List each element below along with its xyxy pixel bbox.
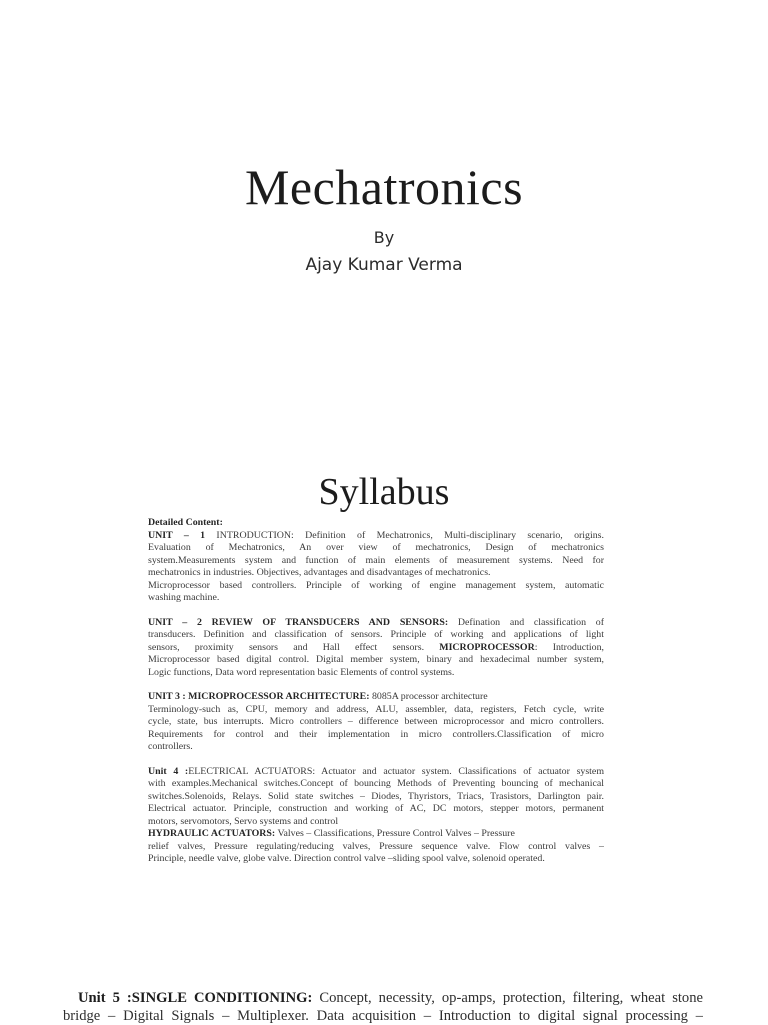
text-segment: system.Measurements system and function of main elements of measurement systems. Need for: [148, 555, 604, 566]
bold-text-segment: UNIT 3 : MICROPROCESSOR ARCHITECTURE:: [148, 691, 369, 702]
text-segment: Electrical actuator. Principle, construction and working of AC, DC motors, stepper motors, permanent: [148, 803, 604, 814]
text-segment: washing machine.: [148, 592, 219, 603]
author-name: Ajay Kumar Verma: [0, 256, 768, 275]
syllabus-line: [148, 654, 604, 667]
text-segment: Requirements for control and their implementation in micro controllers.Classification of micro: [148, 729, 604, 740]
text-segment: 8085A processor architecture: [369, 691, 487, 702]
text-segment: INTRODUCTION: Definition of Mechatronics, Multi-disciplinary scenario, origins.: [205, 530, 604, 541]
syllabus-line: [148, 803, 604, 816]
syllabus-line: [148, 542, 604, 555]
text-segment: Terminology-such as, CPU, memory and address, ALU, assembler, data, registers, Fetch cycle, write: [148, 704, 604, 715]
text-segment: Microprocessor based digital control. Digital member system, binary and hexadecimal number system,: [148, 654, 604, 665]
syllabus-line: [148, 629, 604, 642]
excerpt-line: [63, 990, 703, 1008]
next-page-excerpt: [63, 990, 703, 1025]
text-segment: Concept, necessity, op-amps, protection, filtering, wheat stone: [312, 990, 703, 1006]
text-segment: controllers.: [148, 741, 193, 752]
bold-text-segment: UNIT – 2 REVIEW OF TRANSDUCERS AND SENSORS:: [148, 617, 448, 628]
syllabus-line: [148, 729, 604, 742]
text-segment: relief valves, Pressure regulating/reducing valves, Pressure sequence valve. Flow control valves –: [148, 841, 604, 852]
text-segment: Evaluation of Mechatronics, An over view of mechatronics, Design of mechatronics: [148, 542, 604, 553]
syllabus-content: [148, 517, 604, 866]
syllabus-line: [148, 592, 604, 605]
syllabus-line: [148, 791, 604, 804]
excerpt-line: [63, 1008, 703, 1025]
bold-text-segment: Detailed Content:: [148, 517, 223, 528]
syllabus-paragraph: [148, 691, 604, 754]
syllabus-line: [148, 617, 604, 630]
syllabus-paragraph: [148, 517, 604, 605]
text-segment: Valves – Classifications, Pressure Control Valves – Pressure: [275, 828, 515, 839]
syllabus-line: [148, 741, 604, 754]
syllabus-line: [148, 704, 604, 717]
text-segment: Defination and classification of: [448, 617, 604, 628]
text-segment: : Introduction,: [535, 642, 604, 653]
syllabus-line: [148, 580, 604, 593]
byline: By: [0, 229, 768, 247]
text-segment: Logic functions, Data word representation basic Elements of control systems.: [148, 667, 454, 678]
syllabus-paragraph: [148, 766, 604, 866]
text-segment: cycle, state, bus interrupts. Micro controllers – difference between microprocessor and micro controllers.: [148, 716, 604, 727]
text-segment: ELECTRICAL ACTUATORS: Actuator and actuator system. Classifications of actuator system: [188, 766, 604, 777]
text-segment: sensors, proximity sensors and Hall effect sensors.: [148, 642, 439, 653]
syllabus-line: [148, 691, 604, 704]
syllabus-line: [148, 828, 604, 841]
syllabus-paragraph: [148, 617, 604, 680]
syllabus-heading: Syllabus: [0, 471, 768, 513]
syllabus-line: [148, 778, 604, 791]
bold-text-segment: MICROPROCESSOR: [439, 642, 534, 653]
syllabus-line: [148, 816, 604, 829]
text-segment: with examples.Mechanical switches.Concept of bouncing Methods of Preventing bouncing of mechanical: [148, 778, 604, 789]
syllabus-line: [148, 766, 604, 779]
bold-text-segment: Unit 4 :: [148, 766, 188, 777]
text-segment: switches.Solenoids, Relays. Solid state switches – Diodes, Thyristors, Triacs, Trasistors, Darlington pair.: [148, 791, 604, 802]
text-segment: Principle, needle valve, globe valve. Direction control valve –sliding spool valve, solenoid operated.: [148, 853, 545, 864]
bold-text-segment: Unit 5 :SINGLE CONDITIONING:: [78, 990, 312, 1006]
syllabus-line: [148, 667, 604, 680]
syllabus-line: [148, 555, 604, 568]
document-title: Mechatronics: [0, 160, 768, 214]
text-segment: bridge – Digital Signals – Multiplexer. Data acquisition – Introduction to digital signal processing –: [63, 1008, 703, 1024]
syllabus-line: [148, 530, 604, 543]
text-segment: motors, servomotors, Servo systems and control: [148, 816, 338, 827]
syllabus-line: [148, 642, 604, 655]
syllabus-line: [148, 841, 604, 854]
bold-text-segment: HYDRAULIC ACTUATORS:: [148, 828, 275, 839]
syllabus-line: [148, 716, 604, 729]
syllabus-line: [148, 853, 604, 866]
bold-text-segment: UNIT – 1: [148, 530, 205, 541]
syllabus-line: [148, 517, 604, 530]
syllabus-line: [148, 567, 604, 580]
text-segment: transducers. Definition and classification of sensors. Principle of working and applications of light: [148, 629, 604, 640]
text-segment: mechatronics in industries. Objectives, advantages and disadvantages of mechatronics.: [148, 567, 491, 578]
text-segment: Microprocessor based controllers. Principle of working of engine management system, automatic: [148, 580, 604, 591]
